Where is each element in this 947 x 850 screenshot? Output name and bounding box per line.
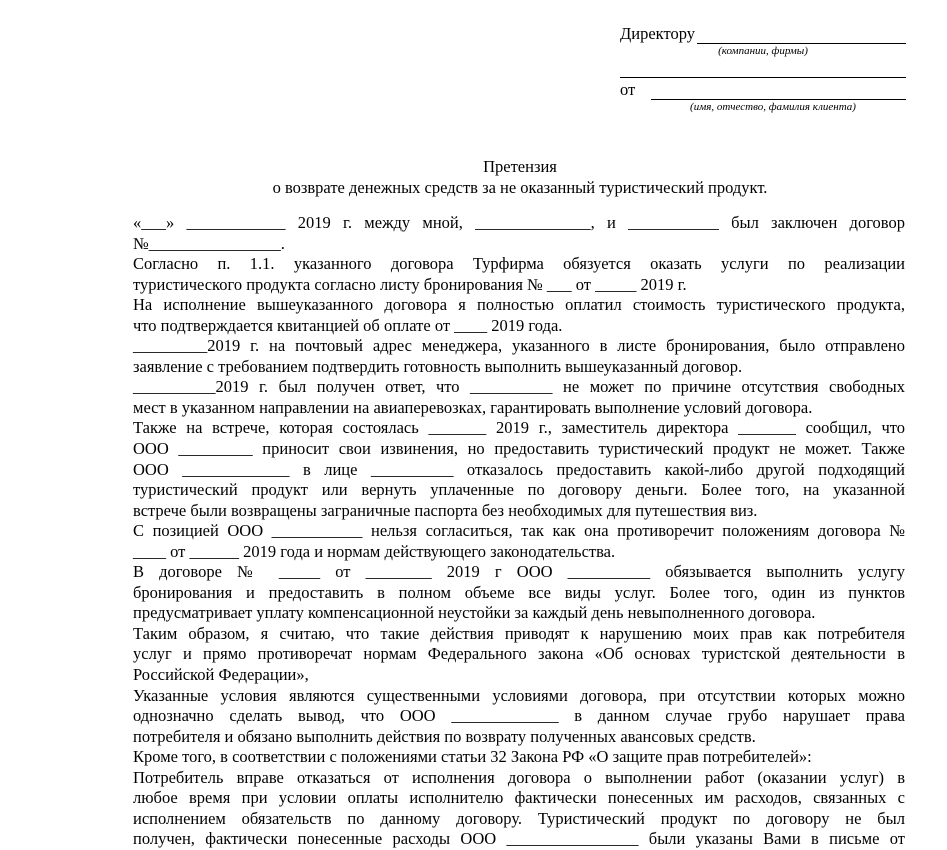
- text-line: ООО _____________ в лице __________ отказалось предоставить какой-либо другой подходящий: [133, 459, 905, 479]
- text-line: С позицией ООО ___________ нельзя согласиться, так как она противоречит положениям договора №: [133, 521, 905, 541]
- from-hint: (имя, отчество, фамилия клиента): [690, 101, 856, 113]
- text-line: __________2019 г. был получен ответ, что __________ не может по причине отсутствия свободных: [133, 377, 905, 397]
- extra-fill-line: [620, 60, 906, 78]
- text-line: туристический продукт или вернуть уплаченные по договору деньги. Более того, на указанной: [133, 480, 905, 500]
- from-label: от: [620, 80, 636, 99]
- text-line: Таким образом, я считаю, что такие действия приводят к нарушению моих прав как потребителя: [133, 623, 905, 643]
- text-line: В договоре № _____ от ________ 2019 г ООО __________ обязывается выполнить услугу: [133, 562, 905, 582]
- text-line: туристического продукта согласно листу бронирования № ___ от _____ 2019 г.: [133, 274, 687, 294]
- text-line: заявление с требованием подтвердить готовность выполнить вышеуказанный договор.: [133, 356, 743, 376]
- text-line: №________________.: [133, 233, 285, 253]
- text-line: Потребитель вправе отказаться от исполнения договора о выполнении работ (оказании услуг) в: [133, 767, 905, 787]
- text-line: любое время при условии оплаты исполнителю фактически понесенных им расходов, связанных с: [133, 788, 905, 808]
- text-line: однозначно сделать вывод, что ООО _____________ в данном случае грубо нарушает права: [133, 706, 905, 726]
- page-title: Претензия: [483, 157, 557, 176]
- text-line: ____ от ______ 2019 года и нормам действующего законодательства.: [133, 541, 616, 561]
- text-line: Указанные условия являются существенными условиями договора, при отсутствии которых можно: [133, 685, 905, 705]
- text-line: получен, фактически понесенные расходы ООО ________________ были указаны Вами в письме от: [133, 829, 905, 849]
- text-line: встрече были возвращены заграничные паспорта без необходимых для путешествия виз.: [133, 500, 758, 520]
- text-line: мест в указанном направлении на авиаперевозках, гарантировать выполнение условий договора.: [133, 397, 813, 417]
- to-label: Директору: [620, 24, 695, 43]
- text-line: исполнением обязательств по данному договору. Туристический продукт по договору не был: [133, 808, 905, 828]
- text-line: бронирования и предоставить в полном объеме все виды услуг. Более того, один из пунктов: [133, 582, 905, 602]
- text-line: ООО _________ приносит свои извинения, но предоставить туристический продукт не может. Также: [133, 439, 905, 459]
- text-line: _________2019 г. на почтовый адрес менеджера, указанного в листе бронирования, было отправлено: [133, 336, 905, 356]
- to-hint: (компании, фирмы): [718, 45, 808, 57]
- addressee-blank-line: [620, 60, 906, 78]
- text-line: На исполнение вышеуказанного договора я полностью оплатил стоимость туристического продукта,: [133, 295, 905, 315]
- addressee-director: [620, 24, 906, 57]
- addressee-from: [620, 80, 906, 113]
- text-line: «___» ____________ 2019 г. между мной, ______________, и ___________ был заключен договор: [133, 213, 905, 232]
- text-line: что подтверждается квитанцией об оплате от ____ 2019 года.: [133, 315, 563, 335]
- claim-body: [133, 213, 905, 850]
- text-line: Российской Федерации»,: [133, 665, 309, 685]
- text-line: услуг и прямо противоречат нормам Федерального закона «Об основах туристской деятельности в: [133, 644, 905, 664]
- company-fill-line: [697, 26, 906, 44]
- text-line: предусматривает уплату компенсационной неустойки за каждый день невыполненного договора.: [133, 603, 816, 623]
- text-line: Кроме того, в соответствии с положениями статьи 32 Закона РФ «О защите прав потребителей»:: [133, 747, 812, 767]
- page-subtitle: о возврате денежных средств за не оказанный туристический продукт.: [272, 178, 768, 197]
- client-fill-line: [651, 82, 906, 100]
- text-line: Также на встрече, которая состоялась _______ 2019 г., заместитель директора _______ сообщил, что: [133, 418, 905, 438]
- text-line: потребителя и обязано выполнить действия по возврату полученных авансовых средств.: [133, 726, 756, 746]
- text-line: Согласно п. 1.1. указанного договора Турфирма обязуется оказать услуги по реализации: [133, 254, 905, 274]
